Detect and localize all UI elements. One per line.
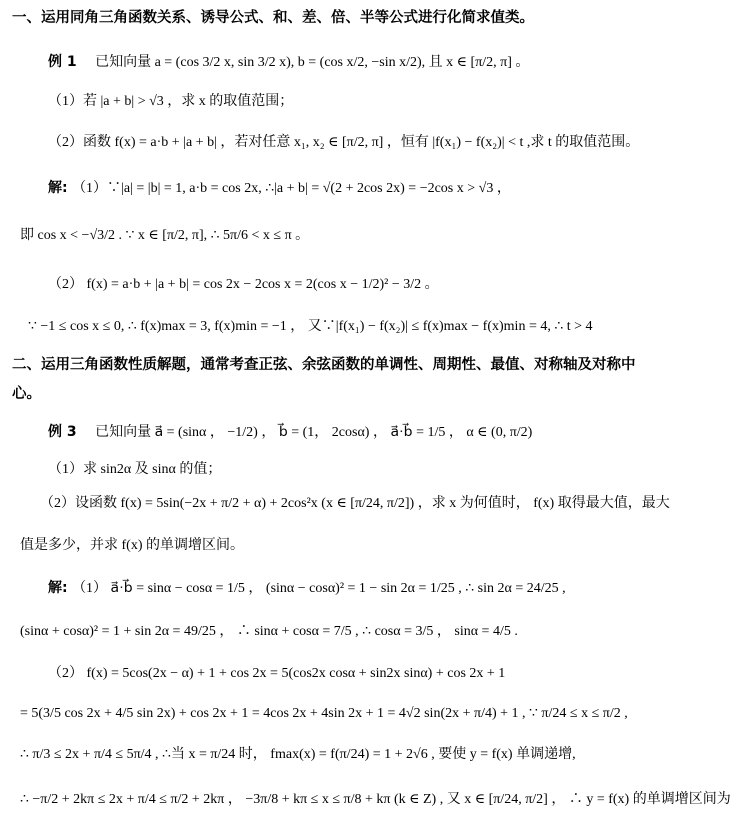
section1-heading: 一、运用同角三角函数关系、诱导公式、和、差、倍、半等公式进行化简求值类。	[12, 10, 534, 26]
example1-label: 例 1	[48, 54, 77, 70]
example1-solution1-line	[48, 178, 736, 199]
example3-solution1a: （1） a⃗·b⃗ = sinα − cosα = 1/5 ， (sinα − cosα)² = 1 − sin 2α = 1/25 , ∴ sin 2α = 24/25 ,	[72, 581, 566, 596]
example1-solution1b: 即 cos x < −√3/2 . ∵ x ∈ [π/2, π], ∴ 5π/6 < x ≤ π 。	[20, 228, 310, 243]
example1-line	[48, 52, 736, 73]
example3-question2a: （2）设函数 f(x) = 5sin(−2x + π/2 + α) + 2cos²x (x ∈ [π/24, π/2]) ，求 x 为何值时， f(x) 取得最大值，最大	[40, 496, 670, 511]
example3-problem: 已知向量 a⃗ = (sinα ， −1/2) ， b⃗ = (1， 2cosα) ， a⃗·b⃗ = 1/5 ， α ∈ (0, π/2)	[95, 425, 533, 440]
example3-line	[48, 422, 736, 443]
example1-solution1a: （1）∵|a| = |b| = 1, a·b = cos 2x, ∴|a + b| = √(2 + 2cos 2x) = −2cos x > √3 ，	[72, 181, 511, 196]
example3-question1: （1）求 sin2α 及 sinα 的值；	[48, 462, 222, 477]
example3-solution2b: = 5(3/5 cos 2x + 4/5 sin 2x) + cos 2x + 1 = 4cos 2x + 4sin 2x + 1 = 4√2 sin(2x + π/4) + 1 , ∵ π/24 ≤ x ≤ π/2 ,	[20, 706, 628, 721]
example3-solution2c: ∴ π/3 ≤ 2x + π/4 ≤ 5π/4 , ∴当 x = π/24 时， fmax(x) = f(π/24) = 1 + 2√6 , 要使 y = f(x) 单调递增,	[20, 747, 576, 762]
example1-problem: 已知向量 a = (cos 3/2 x, sin 3/2 x), b = (cos x/2, −sin x/2), 且 x ∈ [π/2, π] 。	[95, 55, 530, 70]
solution-label-2: 解:	[48, 580, 68, 596]
example3-solution1-line	[48, 578, 736, 599]
example3-label: 例 3	[48, 424, 77, 440]
example1-solution2b: ∵ −1 ≤ cos x ≤ 0, ∴ f(x)max = 3, f(x)min = −1 ， 又∵|f(x₁) − f(x₂)| ≤ f(x)max − f(x)min = 4, ∴ t > 4	[28, 319, 593, 334]
example3-question2b: 值是多少，并求 f(x) 的单调增区间。	[20, 538, 244, 553]
example3-solution2a: （2） f(x) = 5cos(2x − α) + 1 + cos 2x = 5(cos2x cosα + sin2x sinα) + cos 2x + 1	[48, 666, 506, 681]
example1-question1: （1）若 |a + b| > √3 ，求 x 的取值范围；	[48, 94, 294, 109]
section2-heading-cont: 心。	[12, 386, 41, 402]
example3-solution2d: ∴ −π/2 + 2kπ ≤ 2x + π/4 ≤ π/2 + 2kπ ， −3π/8 + kπ ≤ x ≤ π/8 + kπ (k ∈ Z) , 又 x ∈ [π/24, π/2] ， ∴ y = f(x) 的单调增区间为	[20, 792, 731, 807]
example1-question2: （2）函数 f(x) = a·b + |a + b| ，若对任意 x₁, x₂ ∈ [π/2, π] ，恒有 |f(x₁) − f(x₂)| < t ,求 t 的取值范围。	[48, 135, 640, 150]
example1-solution2a: （2） f(x) = a·b + |a + b| = cos 2x − 2cos x = 2(cos x − 1/2)² − 3/2 。	[48, 277, 439, 292]
example3-solution1b: (sinα + cosα)² = 1 + sin 2α = 49/25 ， ∴ sinα + cosα = 7/5 , ∴ cosα = 3/5 ， sinα = 4/5 .	[20, 624, 518, 639]
section2-heading: 二、运用三角函数性质解题，通常考查正弦、余弦函数的单调性、周期性、最值、对称轴及对称中	[12, 357, 636, 373]
solution-label: 解:	[48, 180, 68, 196]
